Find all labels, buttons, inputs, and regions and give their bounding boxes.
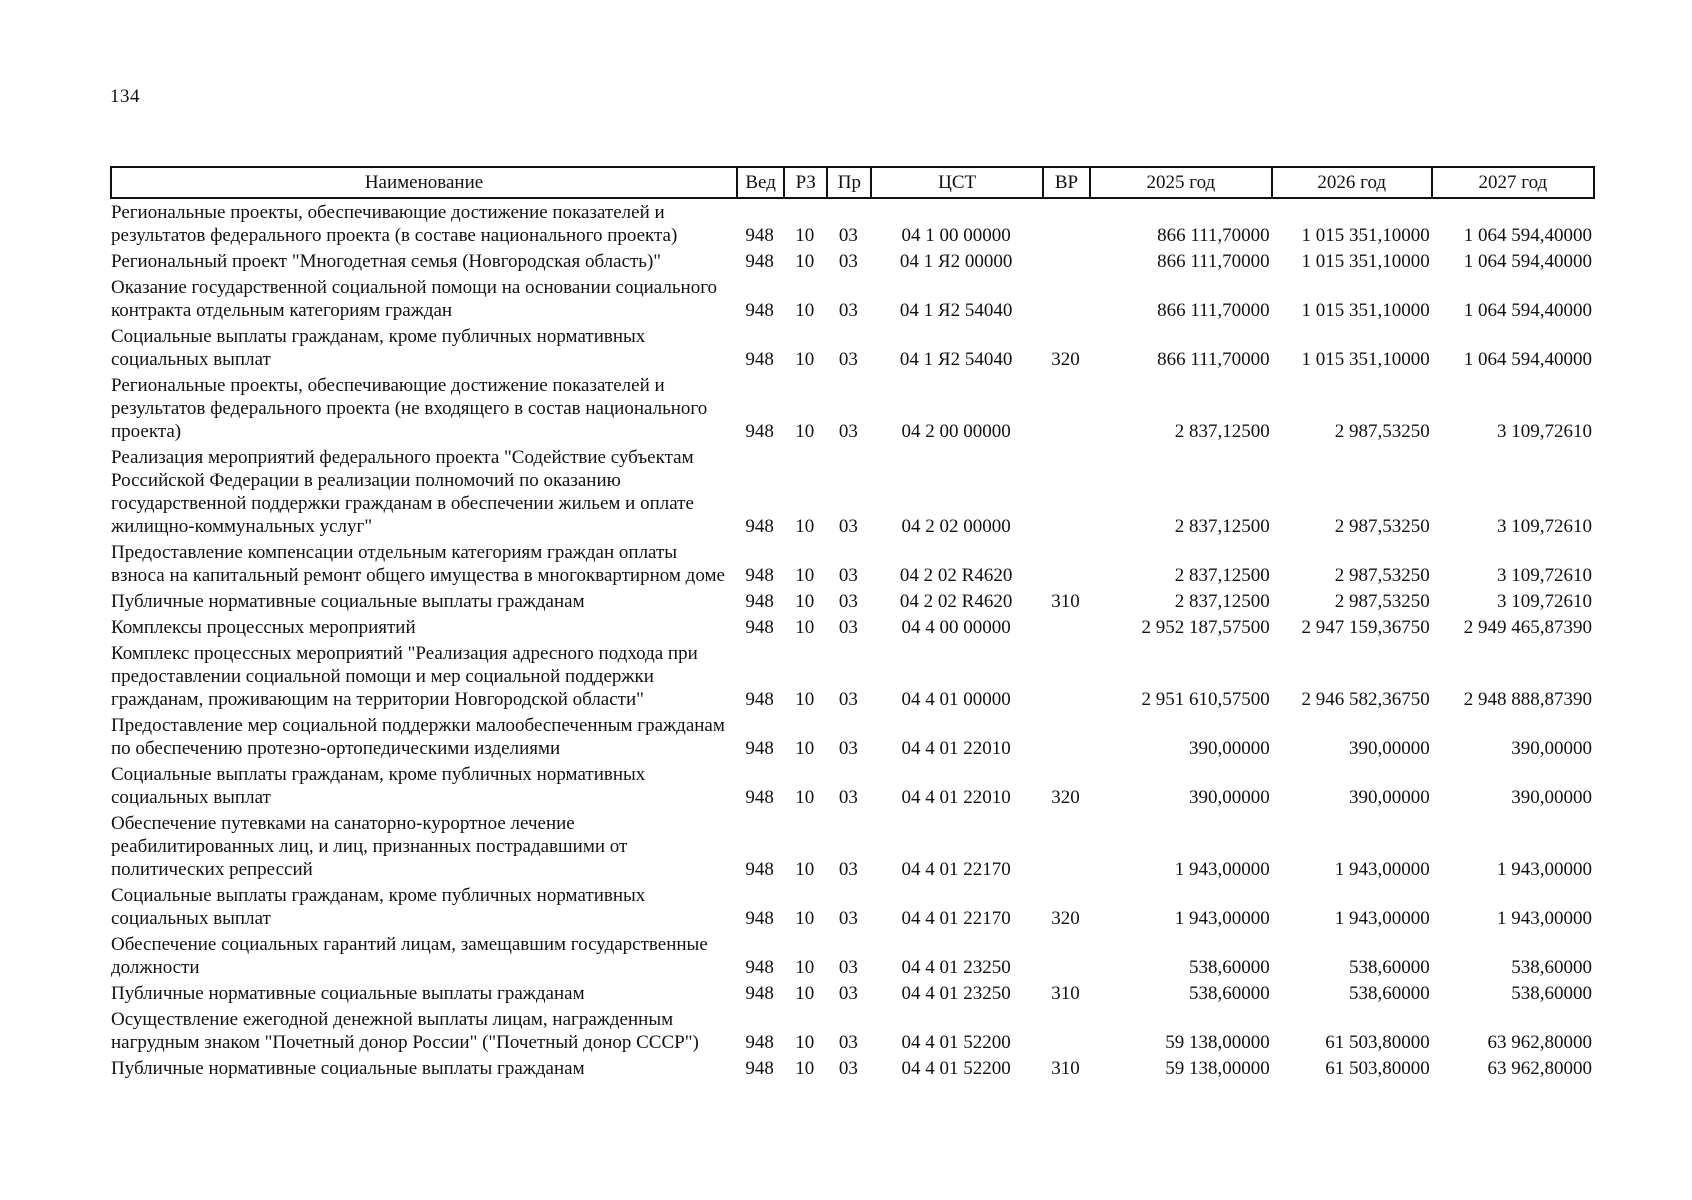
- cell-name: Публичные нормативные социальные выплаты гражданам: [111, 983, 585, 1004]
- cell-2025: 1 943,00000: [1174, 908, 1270, 929]
- cell-name: Комплексы процессных мероприятий: [111, 617, 416, 638]
- cell-vr: 310: [1051, 591, 1080, 612]
- cell-cst: 04 1 Я2 54040: [899, 349, 1013, 370]
- table-row: [111, 714, 1594, 763]
- cell-name: Обеспечение путевками на санаторно-курортное лечение реабилитированных лиц, и лиц, признанных пострадавшими от политических репрессий: [111, 813, 628, 880]
- header-2027: 2027 год: [1432, 167, 1594, 198]
- cell-2026: 61 503,80000: [1325, 1058, 1430, 1079]
- cell-name: Предоставление мер социальной поддержки малообеспеченным гражданам по обеспечению протезно-ортопедическими изделиями: [111, 715, 725, 759]
- cell-cst: 04 4 01 52200: [901, 1058, 1011, 1079]
- cell-rz: 10: [795, 1032, 815, 1053]
- header-name: Наименование: [111, 167, 737, 198]
- cell-pr: 03: [838, 689, 858, 710]
- cell-vr: [1043, 642, 1090, 714]
- cell-ved: 948: [745, 738, 774, 759]
- cell-vr: [1043, 541, 1090, 590]
- cell-rz: 10: [795, 565, 815, 586]
- cell-rz: 10: [795, 349, 815, 370]
- cell-cst: 04 1 Я2 00000: [899, 251, 1013, 272]
- cell-name: Социальные выплаты гражданам, кроме публичных нормативных социальных выплат: [111, 326, 646, 370]
- cell-cst: 04 2 00 00000: [901, 421, 1011, 442]
- cell-2026: 61 503,80000: [1325, 1032, 1430, 1053]
- cell-2026: 1 015 351,10000: [1301, 300, 1430, 321]
- cell-name: Осуществление ежегодной денежной выплаты лицам, награжденным нагрудным знаком "Почетный донор России" ("Почетный донор СССР"): [111, 1009, 699, 1053]
- cell-2027: 1 064 594,40000: [1463, 251, 1592, 272]
- table-row: [111, 642, 1594, 714]
- cell-ved: 948: [745, 516, 774, 537]
- cell-vr: [1043, 714, 1090, 763]
- cell-rz: 10: [795, 251, 815, 272]
- cell-ved: 948: [745, 957, 774, 978]
- cell-vr: 320: [1051, 349, 1080, 370]
- header-cst: ЦСТ: [871, 167, 1042, 198]
- cell-2027: 2 949 465,87390: [1463, 617, 1592, 638]
- table-row: [111, 374, 1594, 446]
- cell-vr: 310: [1051, 1058, 1080, 1079]
- cell-rz: 10: [795, 1058, 815, 1079]
- cell-cst: 04 4 00 00000: [901, 617, 1011, 638]
- header-rz: РЗ: [784, 167, 827, 198]
- cell-2027: 1 064 594,40000: [1463, 300, 1592, 321]
- cell-2027: 2 948 888,87390: [1463, 689, 1592, 710]
- cell-ved: 948: [745, 908, 774, 929]
- table-row: [111, 446, 1594, 541]
- cell-2026: 538,60000: [1349, 957, 1430, 978]
- cell-name: Оказание государственной социальной помощи на основании социального контракта отдельным категориям граждан: [111, 277, 718, 321]
- cell-vr: [1043, 250, 1090, 276]
- cell-vr: [1043, 616, 1090, 642]
- cell-cst: 04 2 02 R4620: [899, 591, 1013, 612]
- cell-2025: 866 111,70000: [1157, 300, 1270, 321]
- cell-pr: 03: [838, 1058, 858, 1079]
- cell-cst: 04 4 01 22170: [901, 859, 1011, 880]
- cell-2026: 2 947 159,36750: [1301, 617, 1430, 638]
- cell-cst: 04 4 01 22010: [901, 787, 1011, 808]
- cell-ved: 948: [745, 617, 774, 638]
- cell-pr: 03: [838, 1032, 858, 1053]
- cell-2025: 390,00000: [1188, 738, 1270, 759]
- cell-vr: [1043, 1008, 1090, 1057]
- table-row: [111, 276, 1594, 325]
- cell-2027: 1 943,00000: [1497, 859, 1592, 880]
- cell-2025: 538,60000: [1188, 957, 1270, 978]
- cell-2026: 2 987,53250: [1334, 516, 1430, 537]
- cell-2025: 2 951 610,57500: [1141, 689, 1270, 710]
- cell-rz: 10: [795, 591, 815, 612]
- cell-2027: 538,60000: [1511, 957, 1592, 978]
- cell-vr: [1043, 276, 1090, 325]
- cell-2027: 3 109,72610: [1497, 516, 1592, 537]
- table-row: [111, 812, 1594, 884]
- cell-vr: [1043, 933, 1090, 982]
- cell-2025: 2 952 187,57500: [1141, 617, 1270, 638]
- cell-2026: 1 015 351,10000: [1301, 349, 1430, 370]
- cell-2027: 390,00000: [1511, 787, 1592, 808]
- table-row: [111, 325, 1594, 374]
- table-row: [111, 763, 1594, 812]
- cell-vr: [1043, 374, 1090, 446]
- cell-rz: 10: [795, 908, 815, 929]
- cell-2027: 538,60000: [1511, 983, 1592, 1004]
- cell-pr: 03: [838, 617, 858, 638]
- cell-vr: [1043, 198, 1090, 250]
- header-vr: ВР: [1043, 167, 1090, 198]
- cell-rz: 10: [795, 617, 815, 638]
- cell-pr: 03: [838, 225, 858, 246]
- cell-2026: 1 015 351,10000: [1301, 251, 1430, 272]
- cell-name: Публичные нормативные социальные выплаты гражданам: [111, 591, 585, 612]
- table-row: [111, 250, 1594, 276]
- cell-cst: 04 2 02 R4620: [899, 565, 1013, 586]
- table-row: [111, 590, 1594, 616]
- cell-pr: 03: [838, 983, 858, 1004]
- cell-ved: 948: [745, 689, 774, 710]
- cell-2025: 2 837,12500: [1174, 516, 1270, 537]
- cell-2027: 3 109,72610: [1497, 421, 1592, 442]
- header-2026: 2026 год: [1272, 167, 1432, 198]
- cell-ved: 948: [745, 565, 774, 586]
- cell-2025: 538,60000: [1188, 983, 1270, 1004]
- cell-2025: 59 138,00000: [1165, 1032, 1270, 1053]
- cell-2025: 2 837,12500: [1174, 565, 1270, 586]
- cell-ved: 948: [745, 859, 774, 880]
- cell-vr: 310: [1051, 983, 1080, 1004]
- cell-rz: 10: [795, 983, 815, 1004]
- table-row: [111, 982, 1594, 1008]
- cell-cst: 04 4 01 22010: [901, 738, 1011, 759]
- table-body: [111, 198, 1594, 1083]
- cell-2027: 3 109,72610: [1497, 591, 1592, 612]
- cell-2025: 2 837,12500: [1174, 591, 1270, 612]
- cell-2027: 3 109,72610: [1497, 565, 1592, 586]
- cell-name: Региональный проект "Многодетная семья (Новгородская область)": [111, 251, 662, 272]
- cell-2025: 866 111,70000: [1157, 251, 1270, 272]
- cell-name: Социальные выплаты гражданам, кроме публичных нормативных социальных выплат: [111, 764, 646, 808]
- cell-pr: 03: [838, 957, 858, 978]
- cell-ved: 948: [745, 251, 774, 272]
- cell-pr: 03: [838, 349, 858, 370]
- cell-vr: 320: [1051, 787, 1080, 808]
- cell-cst: 04 1 00 00000: [901, 225, 1011, 246]
- cell-2027: 63 962,80000: [1487, 1058, 1592, 1079]
- cell-rz: 10: [795, 225, 815, 246]
- cell-2026: 2 946 582,36750: [1301, 689, 1430, 710]
- cell-pr: 03: [838, 859, 858, 880]
- cell-rz: 10: [795, 300, 815, 321]
- table-row: [111, 884, 1594, 933]
- table-row: [111, 541, 1594, 590]
- cell-cst: 04 4 01 23250: [901, 957, 1011, 978]
- cell-pr: 03: [838, 908, 858, 929]
- cell-name: Региональные проекты, обеспечивающие достижение показателей и результатов федерального проекта (в составе национального проекта): [111, 202, 678, 246]
- cell-rz: 10: [795, 957, 815, 978]
- cell-rz: 10: [795, 516, 815, 537]
- table-header: [111, 167, 1594, 198]
- cell-pr: 03: [838, 516, 858, 537]
- cell-pr: 03: [838, 787, 858, 808]
- budget-table: [110, 166, 1595, 1083]
- cell-2025: 390,00000: [1188, 787, 1270, 808]
- cell-rz: 10: [795, 738, 815, 759]
- header-row: [111, 167, 1594, 198]
- cell-2025: 1 943,00000: [1174, 859, 1270, 880]
- cell-2026: 390,00000: [1349, 738, 1430, 759]
- cell-pr: 03: [838, 300, 858, 321]
- cell-pr: 03: [838, 591, 858, 612]
- cell-2026: 2 987,53250: [1334, 421, 1430, 442]
- cell-pr: 03: [838, 421, 858, 442]
- page-number: 134: [110, 86, 140, 107]
- cell-2026: 1 015 351,10000: [1301, 225, 1430, 246]
- cell-2026: 2 987,53250: [1334, 565, 1430, 586]
- cell-name: Социальные выплаты гражданам, кроме публичных нормативных социальных выплат: [111, 885, 646, 929]
- header-2025: 2025 год: [1090, 167, 1272, 198]
- table-row: [111, 198, 1594, 250]
- cell-2026: 2 987,53250: [1334, 591, 1430, 612]
- cell-2027: 390,00000: [1511, 738, 1592, 759]
- cell-name: Региональные проекты, обеспечивающие достижение показателей и результатов федерального проекта (не входящего в состав национального проекта): [111, 375, 708, 442]
- cell-2025: 59 138,00000: [1165, 1058, 1270, 1079]
- cell-ved: 948: [745, 421, 774, 442]
- table-row: [111, 616, 1594, 642]
- cell-name: Предоставление компенсации отдельным категориям граждан оплаты взноса на капитальный ремонт общего имущества в многоквартирном доме: [111, 542, 725, 586]
- header-ved: Вед: [737, 167, 784, 198]
- cell-name: Комплекс процессных мероприятий "Реализация адресного подхода при предоставлении социальной помощи и мер социальной поддержки гражданам, проживающим на территории Новгородской области": [111, 643, 698, 710]
- cell-2025: 2 837,12500: [1174, 421, 1270, 442]
- table-row: [111, 933, 1594, 982]
- table-row: [111, 1008, 1594, 1057]
- cell-rz: 10: [795, 689, 815, 710]
- cell-2027: 1 064 594,40000: [1463, 225, 1592, 246]
- cell-2026: 390,00000: [1349, 787, 1430, 808]
- cell-ved: 948: [745, 591, 774, 612]
- cell-2026: 538,60000: [1349, 983, 1430, 1004]
- cell-name: Обеспечение социальных гарантий лицам, замещавшим государственные должности: [111, 934, 708, 978]
- cell-ved: 948: [745, 983, 774, 1004]
- cell-rz: 10: [795, 787, 815, 808]
- cell-2027: 1 064 594,40000: [1463, 349, 1592, 370]
- cell-2026: 1 943,00000: [1334, 859, 1430, 880]
- cell-ved: 948: [745, 1032, 774, 1053]
- cell-pr: 03: [838, 738, 858, 759]
- cell-ved: 948: [745, 225, 774, 246]
- cell-name: Реализация мероприятий федерального проекта "Содействие субъектам Российской Федерации в реализации полномочий по оказанию государственной поддержки гражданам в обеспечении жильем и оплате жилищно-коммунальных услуг": [111, 447, 694, 537]
- cell-ved: 948: [745, 787, 774, 808]
- cell-cst: 04 4 01 00000: [901, 689, 1011, 710]
- cell-cst: 04 2 02 00000: [901, 516, 1011, 537]
- cell-name: Публичные нормативные социальные выплаты гражданам: [111, 1058, 585, 1079]
- cell-pr: 03: [838, 251, 858, 272]
- cell-ved: 948: [745, 300, 774, 321]
- cell-ved: 948: [745, 1058, 774, 1079]
- table-row: [111, 1057, 1594, 1083]
- cell-cst: 04 4 01 23250: [901, 983, 1011, 1004]
- cell-2025: 866 111,70000: [1157, 349, 1270, 370]
- cell-cst: 04 1 Я2 54040: [899, 300, 1013, 321]
- cell-cst: 04 4 01 52200: [901, 1032, 1011, 1053]
- cell-rz: 10: [795, 421, 815, 442]
- cell-ved: 948: [745, 349, 774, 370]
- cell-pr: 03: [838, 565, 858, 586]
- header-pr: Пр: [827, 167, 871, 198]
- cell-2027: 1 943,00000: [1497, 908, 1592, 929]
- cell-vr: [1043, 446, 1090, 541]
- cell-2027: 63 962,80000: [1487, 1032, 1592, 1053]
- cell-rz: 10: [795, 859, 815, 880]
- cell-vr: [1043, 812, 1090, 884]
- cell-cst: 04 4 01 22170: [901, 908, 1011, 929]
- cell-vr: 320: [1051, 908, 1080, 929]
- cell-2026: 1 943,00000: [1334, 908, 1430, 929]
- cell-2025: 866 111,70000: [1157, 225, 1270, 246]
